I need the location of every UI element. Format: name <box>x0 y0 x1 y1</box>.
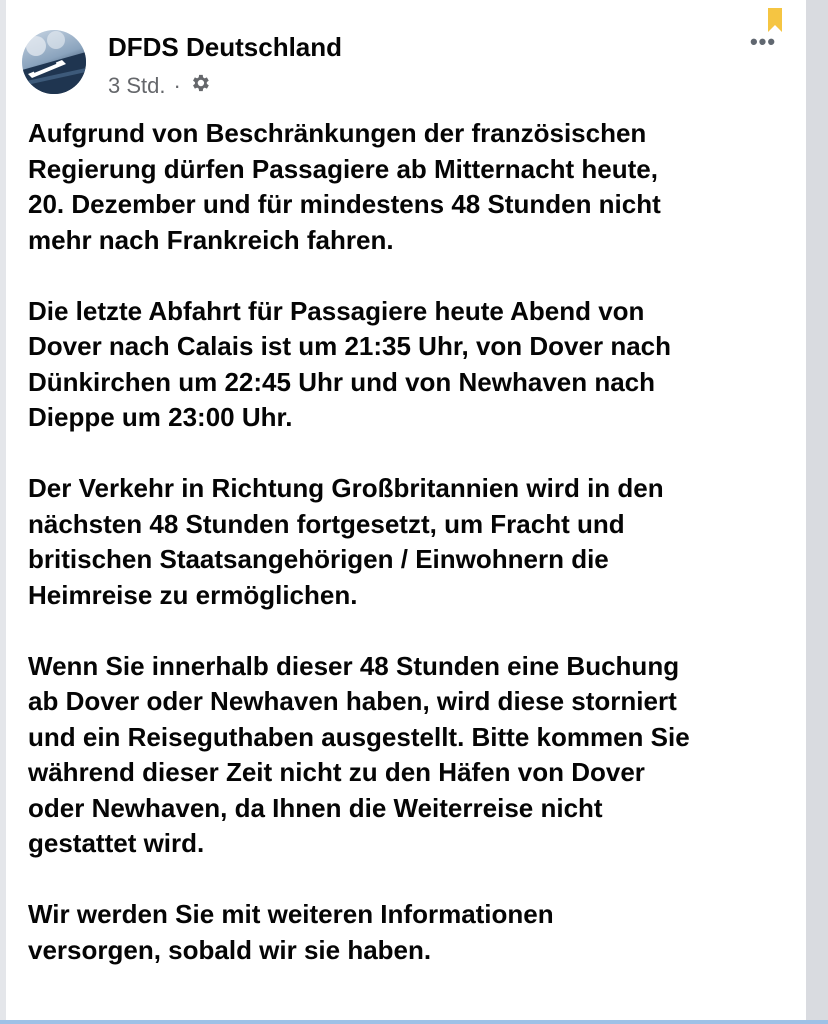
avatar[interactable] <box>22 30 86 94</box>
more-options-icon: ••• <box>749 29 777 54</box>
background-strip <box>806 0 828 1024</box>
post-paragraph-1: Aufgrund von Beschränkungen der französischen Regierung dürfen Passagiere ab Mitternacht heute, 20. Dezember und für mindestens 48 Stunden nicht mehr nach Frankreich fahren. <box>28 118 661 255</box>
post-paragraph-2: Die letzte Abfahrt für Passagiere heute Abend von Dover nach Calais ist um 21:35 Uhr, von Dover nach Dünkirchen um 22:45 Uhr und von Newhaven nach Dieppe um 23:00 Uhr. <box>28 295 672 432</box>
bottom-divider <box>0 1020 828 1024</box>
post-header <box>20 26 800 98</box>
post-timestamp[interactable]: 3 Std. <box>108 73 166 98</box>
post-paragraph-5: Wir werden Sie mit weiteren Informationen versorgen, sobald wir sie haben. <box>28 899 554 965</box>
ferry-avatar-icon <box>22 30 86 94</box>
more-options-button[interactable] <box>748 29 778 54</box>
post-paragraph-4: Wenn Sie innerhalb dieser 48 Stunden eine Buchung ab Dover oder Newhaven haben, wird diese storniert und ein Reiseguthaben ausgestellt. Bitte kommen Sie während dieser Zeit nicht zu den Häfen von Dover oder Newhaven, da Ihnen die Weiterreise nicht gestattet wird. <box>28 650 690 858</box>
page-name[interactable]: DFDS Deutschland <box>108 32 343 62</box>
post-card <box>6 0 806 1020</box>
post-paragraph-3: Der Verkehr in Richtung Großbritannien wird in den nächsten 48 Stunden fortgesetzt, um Fracht und britischen Staatsangehörigen / Einwohnern die Heimreise zu ermöglichen. <box>28 473 664 610</box>
bookmark-icon[interactable] <box>768 8 782 32</box>
meta-separator: · <box>173 73 181 98</box>
gear-icon[interactable] <box>189 72 211 100</box>
post-meta <box>108 72 211 100</box>
post-body <box>28 116 798 1004</box>
